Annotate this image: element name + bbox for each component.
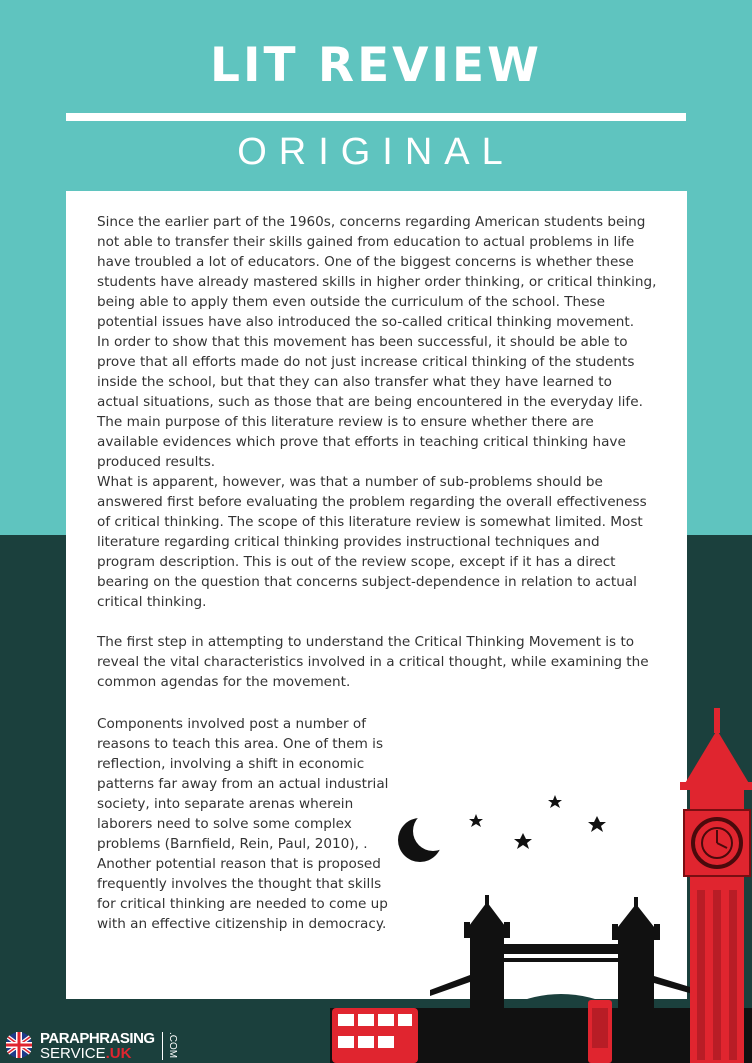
- uk-flag-icon: [4, 1032, 34, 1058]
- paragraph-3: What is apparent, however, was that a number of sub-problems should be answered first before evaluating the problem regarding the overall effectiveness of critical thinking. The scope of this literature review is somewhat limited. Most literature regarding critical thinking provides instructional techniques and program description. This is out of the review scope, except if it has a direct bearing on the question that concerns subject-dependence in relation to actual critical thinking.: [97, 474, 647, 610]
- paragraph-2: In order to show that this movement has been successful, it should be able to prove that all efforts made do not just increase critical thinking of the students inside the school, but that they can also transfer what they have learned to actual situations, such as those that are being encountered in the everyday life. The main purpose of this literature review is to ensure whether there are available evidences which prove that efforts in teaching critical thinking have produced results.: [97, 334, 643, 470]
- london-skyline-illustration: [0, 690, 752, 1063]
- paragraph-4: The first step in attempting to understand the Critical Thinking Movement is to reveal the vital characteristics involved in a critical thought, while examining the common agendas for the movement.: [97, 634, 649, 690]
- star-icon: [469, 814, 483, 827]
- paragraph-5: Components involved post a number of reasons to teach this area. One of them is reflection, involving a shift in economic patterns far away from an actual industrial society, into separate arenas wherein laborers need to solve some complex problems (Barnfield, Rein, Paul, 2010), . Another potential reason that is proposed frequently involves the thought that skills for critical thinking are needed to come up with an effective citizenship in democracy.: [97, 716, 389, 932]
- star-icon: [548, 795, 562, 808]
- star-icon: [588, 816, 606, 832]
- page-subtitle: ORIGINAL: [237, 131, 515, 173]
- page-title: LIT REVIEW: [210, 38, 542, 93]
- star-icon: [514, 833, 532, 849]
- article-body: [97, 212, 657, 692]
- paragraph-1: Since the earlier part of the 1960s, concerns regarding American students being not able to transfer their skills gained from education to actual problems in life have troubled a lot of educators. One of the biggest concerns is whether these students have already mastered skills in higher order thinking, or critical thinking, being able to apply them even outside the curriculum of the school. These potential issues have also introduced the so-called critical thinking movement.: [97, 214, 657, 330]
- moon-icon: [398, 811, 453, 862]
- brand-logo[interactable]: [4, 1030, 184, 1060]
- logo-uk: UK: [109, 1045, 132, 1062]
- title-divider: [66, 113, 686, 121]
- logo-text-top: PARAPHRASING: [40, 1030, 155, 1047]
- phone-box-icon: [588, 1000, 612, 1063]
- logo-com: .COM: [162, 1032, 179, 1060]
- big-ben-icon: [680, 708, 752, 1063]
- logo-text-bottom: [40, 1046, 131, 1061]
- bus-icon: [332, 1008, 418, 1063]
- logo-service: SERVICE: [40, 1045, 106, 1062]
- logo-dot: .: [105, 1045, 110, 1062]
